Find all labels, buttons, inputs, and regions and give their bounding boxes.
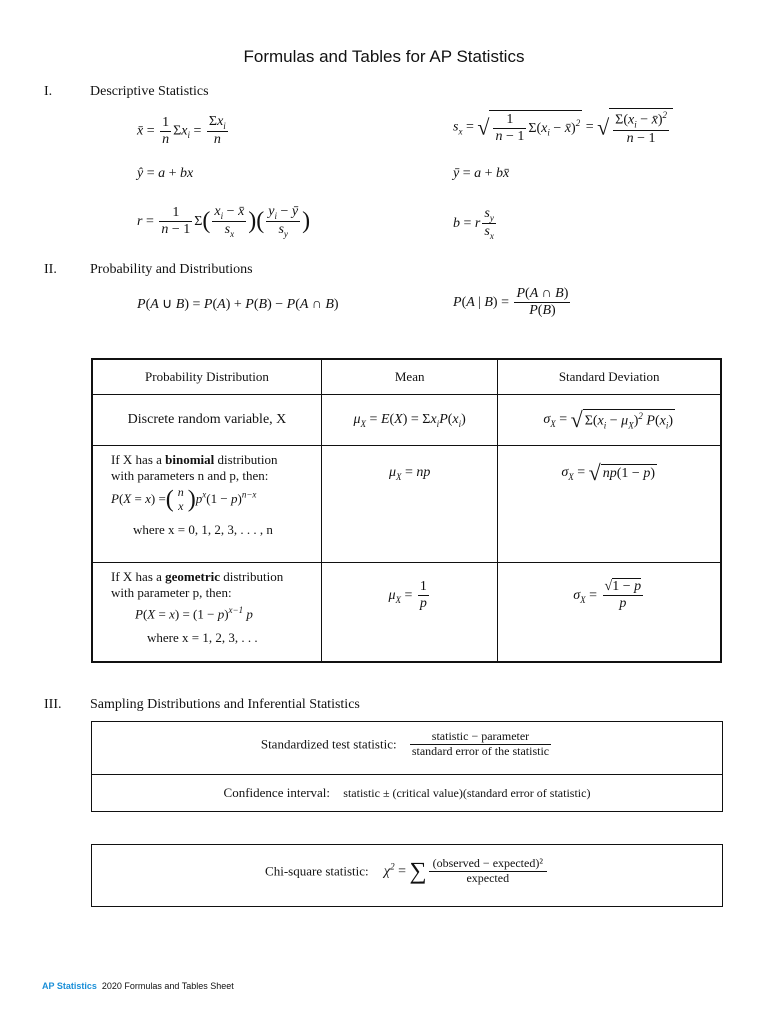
confidence-interval-row (92, 785, 722, 801)
geometric-parameter-text: with parameter p, then: (111, 585, 232, 600)
table-header-row (92, 359, 721, 395)
mean-formula: x̄ = $\frac{1}{n}$ $\Sigma x_i$ = $\frac{\Sigma x_i}{n}$ (137, 114, 226, 148)
inferential-formulas-box (91, 721, 723, 812)
standardized-denominator: standard error of the statistic (411, 743, 550, 758)
table-cell (321, 395, 497, 446)
column-header: Standard Deviation (498, 359, 721, 395)
footer (42, 981, 234, 991)
table-cell (498, 395, 721, 446)
confidence-interval-formula: statistic ± (critical value)(standard error of statistic) (343, 786, 591, 800)
geometric-sd-formula: $\sigma_X$ = $\frac{√1 - p}{p}$ (573, 579, 642, 612)
binomial-mean-formula: $\mu_X$ = np (388, 465, 431, 482)
table-cell (321, 446, 497, 563)
regression-mean-formula: ȳ = a + bx̄ (453, 166, 510, 181)
discrete-sd-formula: $\sigma_X$ = √ $\Sigma(x_i - \mu_X)^2$ $P(x_i)$ (543, 407, 674, 432)
standardized-label: Standardized test statistic: (260, 736, 397, 752)
chi-square-label: Chi-square statistic: (265, 863, 369, 879)
slope-formula: b = r $\frac{s_y}{s_x}$ (453, 206, 494, 241)
chi-square-box (91, 844, 723, 907)
binomial-text: If X has a (111, 452, 166, 467)
table-cell (92, 395, 321, 446)
chi-square-numerator: (observed − expected)² (429, 857, 547, 872)
page-title: Formulas and Tables for AP Statistics (243, 47, 525, 66)
table-cell (92, 563, 321, 662)
column-header: Probability Distribution (92, 359, 321, 395)
correlation-formula: r = $\frac{1}{n - 1}$ Σ( $\frac{x_i - x̄}{s_x}$ )( $\frac{y_i - ȳ}{s_y}$ ) (137, 204, 311, 239)
table-cell (498, 563, 721, 662)
conditional-probability-formula: P(A | B) = $\frac{P(A \cap B)}{P(B)}$ (453, 286, 569, 319)
standardized-numerator: statistic − parameter (410, 730, 551, 745)
geometric-mean-formula: $\mu_X$ = $\frac{1}{p}$ (388, 579, 427, 612)
discrete-label: Discrete random variable, X (127, 412, 287, 427)
chi-square-row: Chi-square statistic: $\chi^2$ = ∑ $\frac{\text{(observed − expected)²}}{\text{expected}}$ (92, 857, 722, 886)
binomial-sd-formula: $\sigma_X$ = √ np(1 − p) (561, 460, 655, 485)
section-numeral: II. (44, 262, 57, 277)
section-numeral: I. (44, 84, 53, 99)
table-row (92, 563, 721, 662)
binomial-text: distribution (214, 452, 278, 467)
table-cell (92, 446, 321, 563)
std-dev-formula: $s_x$ = √ $\frac{1}{n - 1}$ $\Sigma(x_i$ − x̄)$^2$ = √ $\frac{\Sigma(x_i - x̄)^2}{n - 1}$ (453, 108, 673, 147)
standardized-statistic-row (92, 730, 722, 759)
section-title: Sampling Distributions and Inferential Statistics (90, 697, 360, 712)
table-row (92, 395, 721, 446)
binomial-pmf-formula: P(X = x) =( n x )$p^x(1 - p)^{n-x}$ (111, 485, 257, 513)
chi-square-denominator: expected (466, 870, 510, 885)
table-cell (321, 563, 497, 662)
geometric-text: distribution (220, 569, 284, 584)
geometric-text: If X has a (111, 569, 166, 584)
geometric-where-text: where x = 1, 2, 3, . . . (147, 630, 258, 646)
geometric-keyword: geometric (165, 569, 221, 584)
table-row (92, 446, 721, 563)
regression-line-formula: ŷ = a + bx (137, 166, 194, 181)
confidence-interval-label: Confidence interval: (223, 785, 331, 800)
table-cell (498, 446, 721, 563)
binomial-where-text: where x = 0, 1, 2, 3, . . . , n (133, 521, 273, 537)
discrete-mean-formula: $\mu_X = E(X) = \Sigma x_iP(x_i)$ (353, 412, 466, 429)
probability-distribution-table (91, 358, 722, 663)
section-title: Probability and Distributions (90, 262, 253, 277)
binomial-keyword: binomial (165, 452, 215, 467)
geometric-pmf-formula: $P(X = x) = (1 - p)^{x-1}$ p (135, 605, 253, 622)
binomial-parameters-text: with parameters n and p, then: (111, 468, 269, 483)
footer-text: 2020 Formulas and Tables Sheet (101, 981, 234, 991)
column-header: Mean (321, 359, 497, 395)
section-numeral: III. (44, 697, 62, 712)
section-title: Descriptive Statistics (90, 84, 209, 99)
addition-rule-formula: P(A ∪ B) = P(A) + P(B) − P(A ∩ B) (137, 297, 339, 312)
footer-brand: AP Statistics (42, 981, 97, 991)
